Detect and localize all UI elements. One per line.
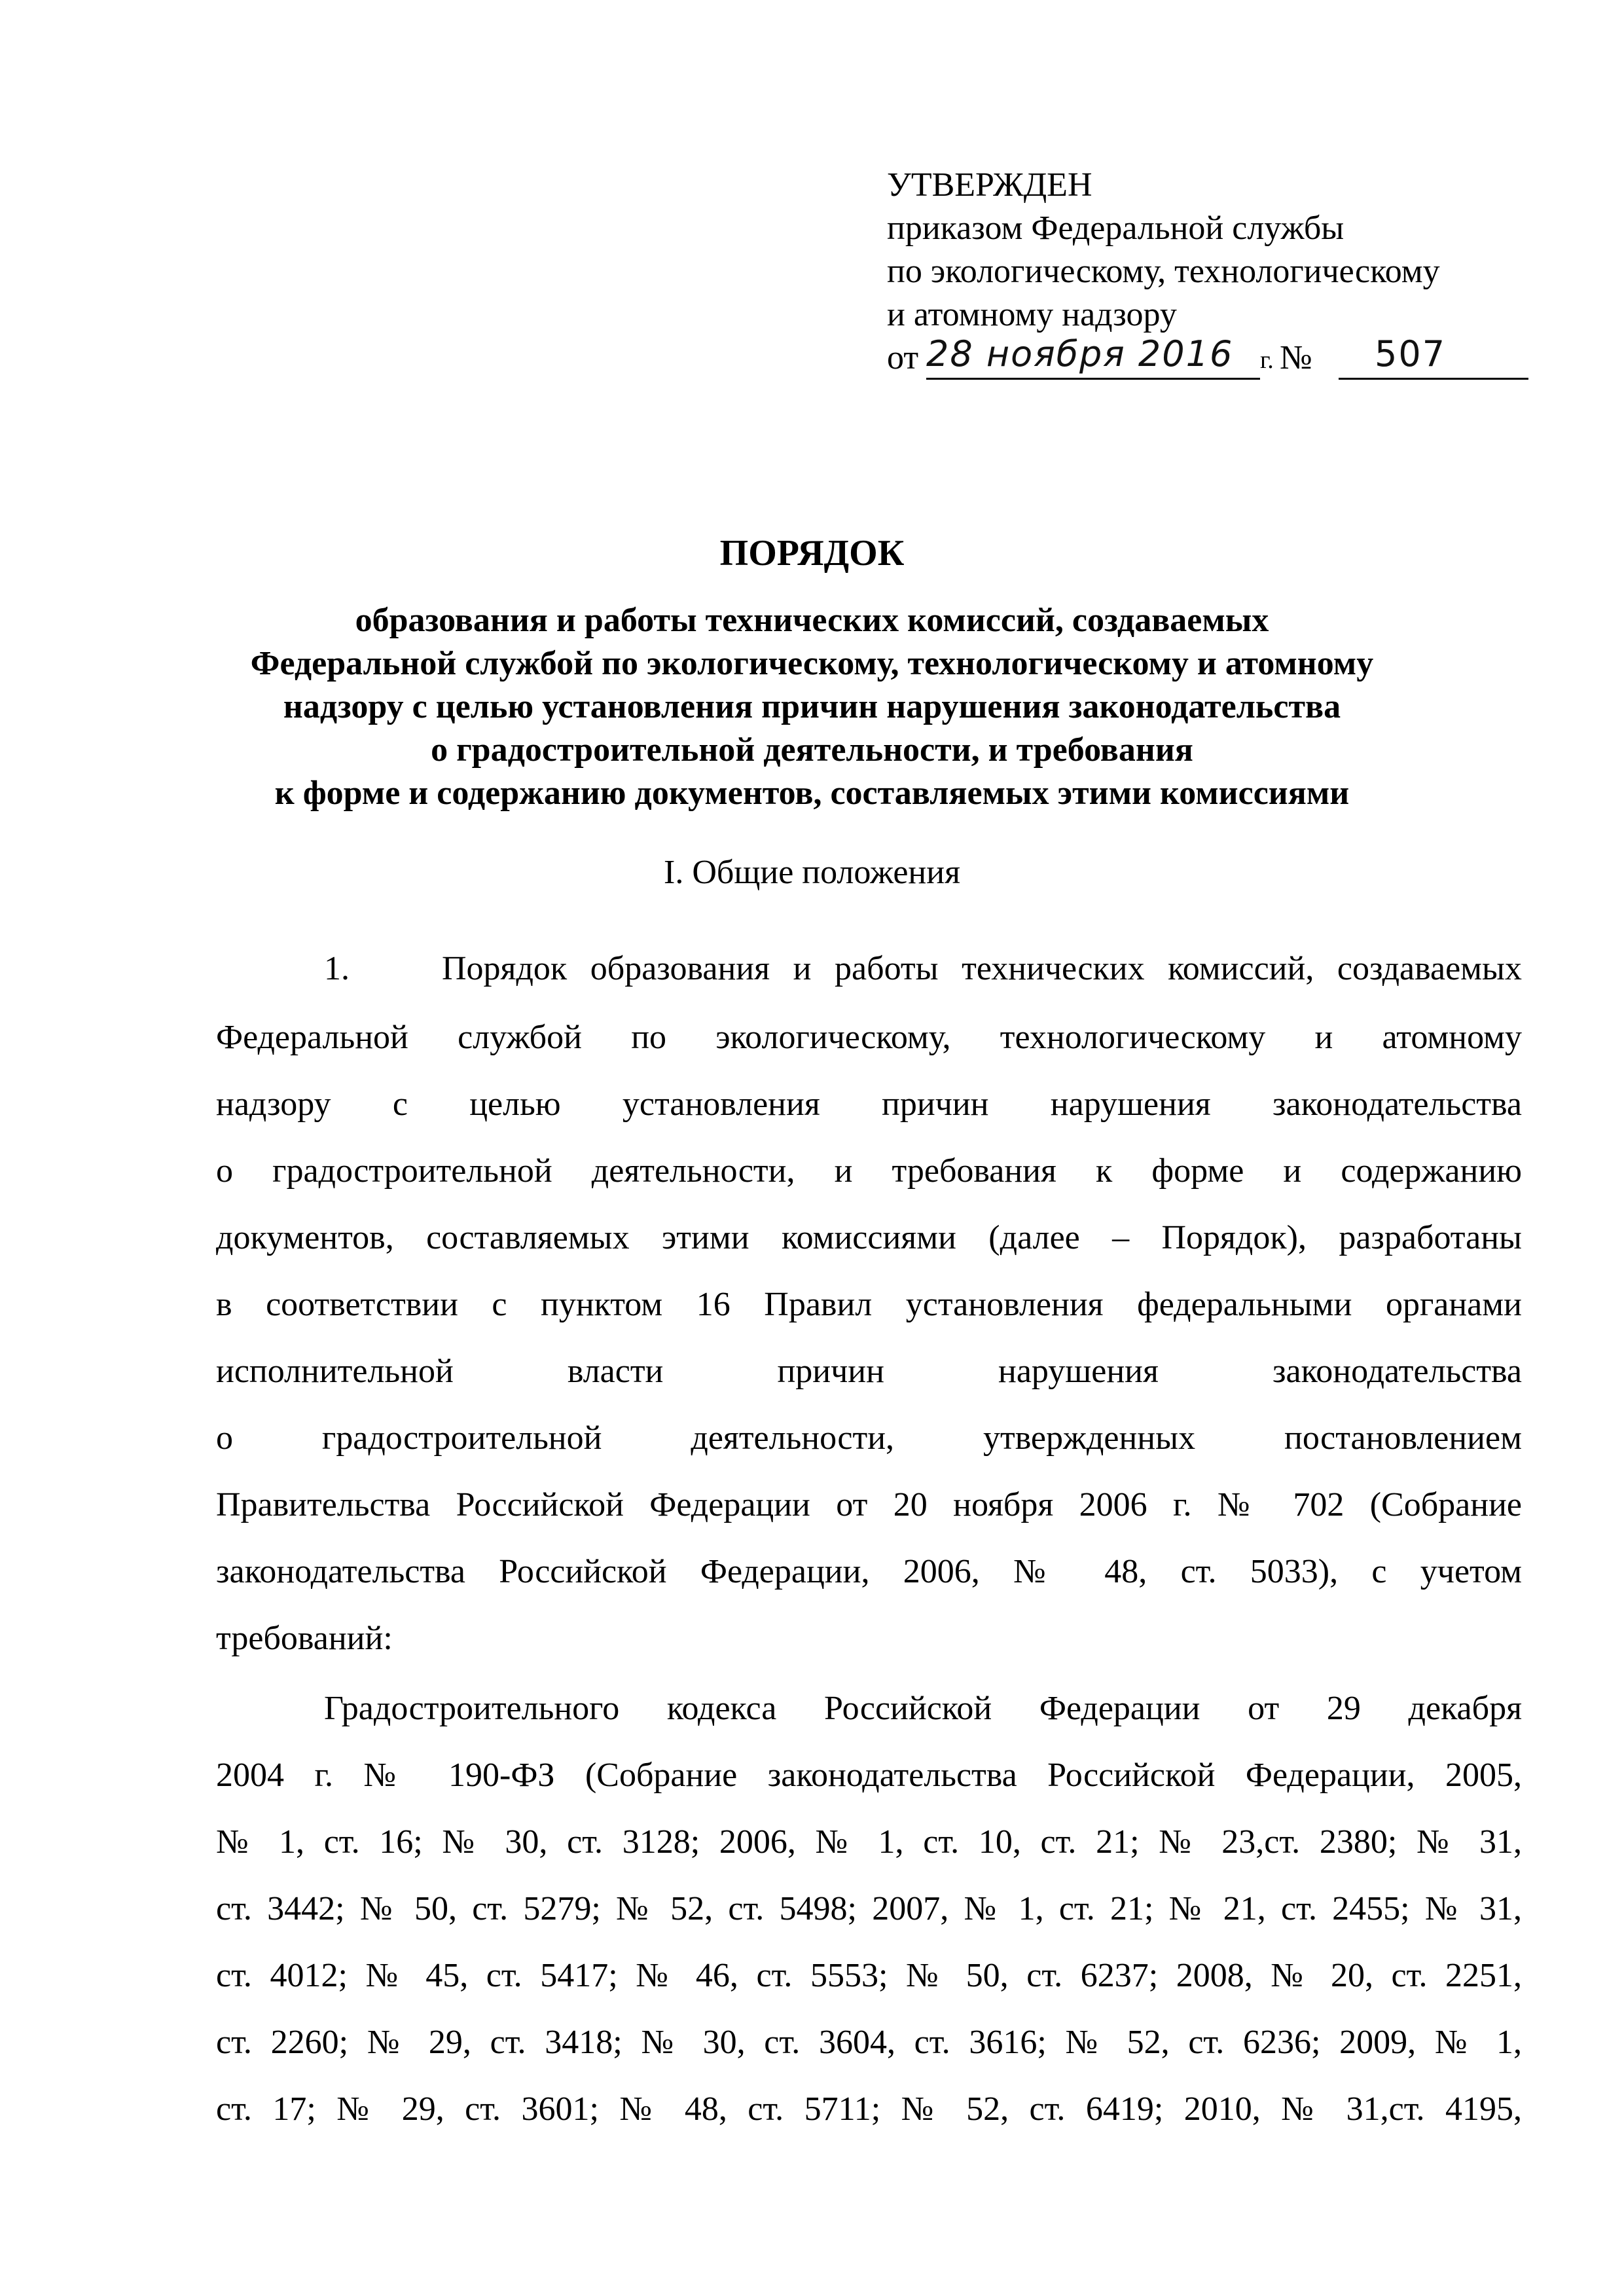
handwritten-number: 507 xyxy=(1375,333,1447,374)
paragraph-line: ст. 17; № 29, ст. 3601; № 48, ст. 5711; № 52, ст. 6419; 2010, № 31,ст. 4195, xyxy=(216,2090,1522,2128)
subtitle-line: о градостроительной деятельности, и требования xyxy=(431,731,1193,769)
subtitle-line: к форме и содержанию документов, составляемых этими комиссиями xyxy=(274,774,1350,812)
paragraph-line: Федеральной службой по экологическому, технологическому и атомному xyxy=(216,1019,1522,1056)
approval-line: по экологическому, технологическому xyxy=(887,253,1440,290)
paragraph-line: ст. 2260; № 29, ст. 3418; № 30, ст. 3604, ст. 3616; № 52, ст. 6236; 2009, № 1, xyxy=(216,2024,1522,2061)
paragraph-line: о градостроительной деятельности, утвержденных постановлением xyxy=(216,1419,1522,1457)
handwritten-date: 28 ноября 2016 xyxy=(926,333,1234,374)
paragraph-line: ст. 3442; № 50, ст. 5279; № 52, ст. 5498; 2007, № 1, ст. 21; № 21, ст. 2455; № 31, xyxy=(216,1890,1522,1927)
approval-line: приказом Федеральной службы xyxy=(887,210,1344,247)
paragraph-line: ст. 4012; № 45, ст. 5417; № 46, ст. 5553; № 50, ст. 6237; 2008, № 20, ст. 2251, xyxy=(216,1957,1522,1994)
paragraph-line: требований: xyxy=(216,1620,393,1657)
paragraph-line: в соответствии с пунктом 16 Правил установления федеральными органами xyxy=(216,1286,1522,1323)
subtitle-line: Федеральной службой по экологическому, технологическому и атомному xyxy=(250,645,1374,682)
paragraph-line: законодательства Российской Федерации, 2006, № 48, ст. 5033), с учетом xyxy=(216,1553,1522,1590)
subtitle-line: надзору с целью установления причин нарушения законодательства xyxy=(283,688,1341,725)
paragraph-line: 2004 г. № 190-ФЗ (Собрание законодательства Российской Федерации, 2005, xyxy=(216,1757,1522,1794)
paragraph-number: 1. xyxy=(324,950,350,987)
date-from-label: от xyxy=(887,339,919,376)
approval-line: и атомному надзору xyxy=(887,296,1177,333)
section-heading: I. Общие положения xyxy=(664,854,960,891)
subtitle-line: образования и работы технических комиссий, создаваемых xyxy=(355,602,1269,639)
approval-heading: УТВЕРЖДЕН xyxy=(887,166,1092,204)
document-subtitle xyxy=(0,599,1624,815)
paragraph-line: документов, составляемых этими комиссиями (далее – Порядок), разработаны xyxy=(216,1219,1522,1256)
approval-block xyxy=(887,164,1542,337)
paragraph-text: Порядок образования и работы технических комиссий, создаваемых xyxy=(442,950,1522,987)
paragraph-line: исполнительной власти причин нарушения законодательства xyxy=(216,1353,1522,1390)
paragraph-line: Правительства Российской Федерации от 20 ноября 2006 г. № 702 (Собрание xyxy=(216,1486,1522,1523)
paragraph-line: Градостроительного кодекса Российской Федерации от 29 декабря xyxy=(324,1690,1522,1727)
paragraph-line: № 1, ст. 16; № 30, ст. 3128; 2006, № 1, ст. 10, ст. 21; № 23,ст. 2380; № 31, xyxy=(216,1823,1522,1861)
number-underline xyxy=(1339,378,1528,380)
paragraph-line xyxy=(324,949,1522,988)
number-label: № xyxy=(1280,339,1312,376)
document-title: ПОРЯДОК xyxy=(719,533,905,574)
year-suffix: г. xyxy=(1260,346,1274,374)
paragraph-line: надзору с целью установления причин нарушения законодательства xyxy=(216,1085,1522,1123)
paragraph-line: о градостроительной деятельности, и требования к форме и содержанию xyxy=(216,1152,1522,1190)
approval-date-number xyxy=(887,327,1528,386)
date-underline xyxy=(926,378,1260,380)
